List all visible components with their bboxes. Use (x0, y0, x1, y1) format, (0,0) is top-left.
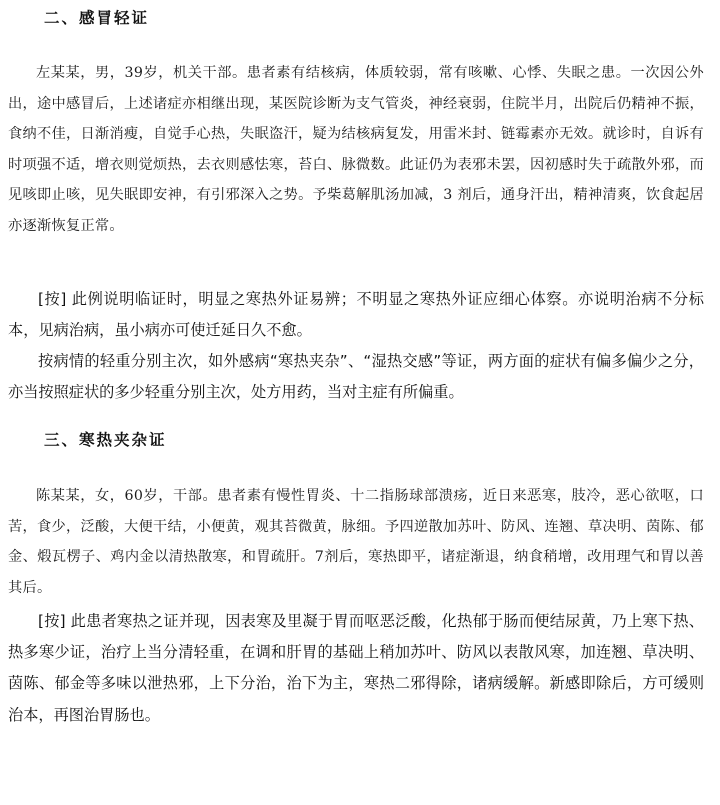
section-heading-mixed-cold-heat: 三、寒热夹杂证 (44, 430, 167, 449)
commentary-paragraph: [按] 此例说明临证时，明显之寒热外证易辨；不明显之寒热外证应细心体察。亦说明治病不分标本，见病治病，虽小病亦可使迁延日久不愈。 (8, 290, 704, 340)
case-record-paragraph: 左某某，男，39岁，机关干部。患者素有结核病，体质较弱，常有咳嗽、心悸、失眠之患。一次因公外出，途中感冒后，上述诸症亦相继出现，某医院诊断为支气管炎，神经衰弱，住院半月，出院后仍精神不振，食纳不佳，日渐消瘦，自觉手心热，失眠盗汗，疑为结核病复发，用雷米封、链霉素亦无效。就诊时，自诉有时项强不适，增衣则觉烦热，去衣则感怯寒，苔白、脉微数。此证仍为表邪未罢，因初感时失于疏散外邪，而见咳即止咳，见失眠即安神，有引邪深入之势。予柴葛解肌汤加减，3 剂后，通身汗出，精神清爽，饮食起居亦逐渐恢复正常。 (8, 65, 704, 234)
section-heading-mild-cold: 二、感冒轻证 (44, 8, 150, 27)
commentary-paragraph: [按] 此患者寒热之证并现，因表寒及里凝于胃而呕恶泛酸，化热郁于肠而便结尿黄，乃上寒下热、热多寒少证，治疗上当分清轻重，在调和肝胃的基础上稍加苏叶、防风以表散风寒，加连翘、草决明、茵陈、郁金等多味以泄热邪，上下分治，治下为主，寒热二邪得除，诸病缓解。新感即除后，方可缓则治本，再图治胃肠也。 (8, 612, 704, 724)
explanation-paragraph: 按病情的轻重分别主次，如外感病“寒热夹杂”、“湿热交感”等证，两方面的症状有偏多偏少之分，亦当按照症状的多少轻重分别主次，处方用药，当对主症有所偏重。 (8, 352, 704, 402)
case-record-paragraph: 陈某某，女，60岁，干部。患者素有慢性胃炎、十二指肠球部溃疡，近日来恶寒，肢冷，恶心欲呕，口苦，食少，泛酸，大便干结，小便黄，观其苔微黄，脉细。予四逆散加苏叶、防风、连翘、草决明、茵陈、郁金、煅瓦楞子、鸡内金以清热散寒，和胃疏肝。7剂后，寒热即平，诸症渐退，纳食稍增，改用理气和胃以善其后。 (8, 488, 704, 596)
